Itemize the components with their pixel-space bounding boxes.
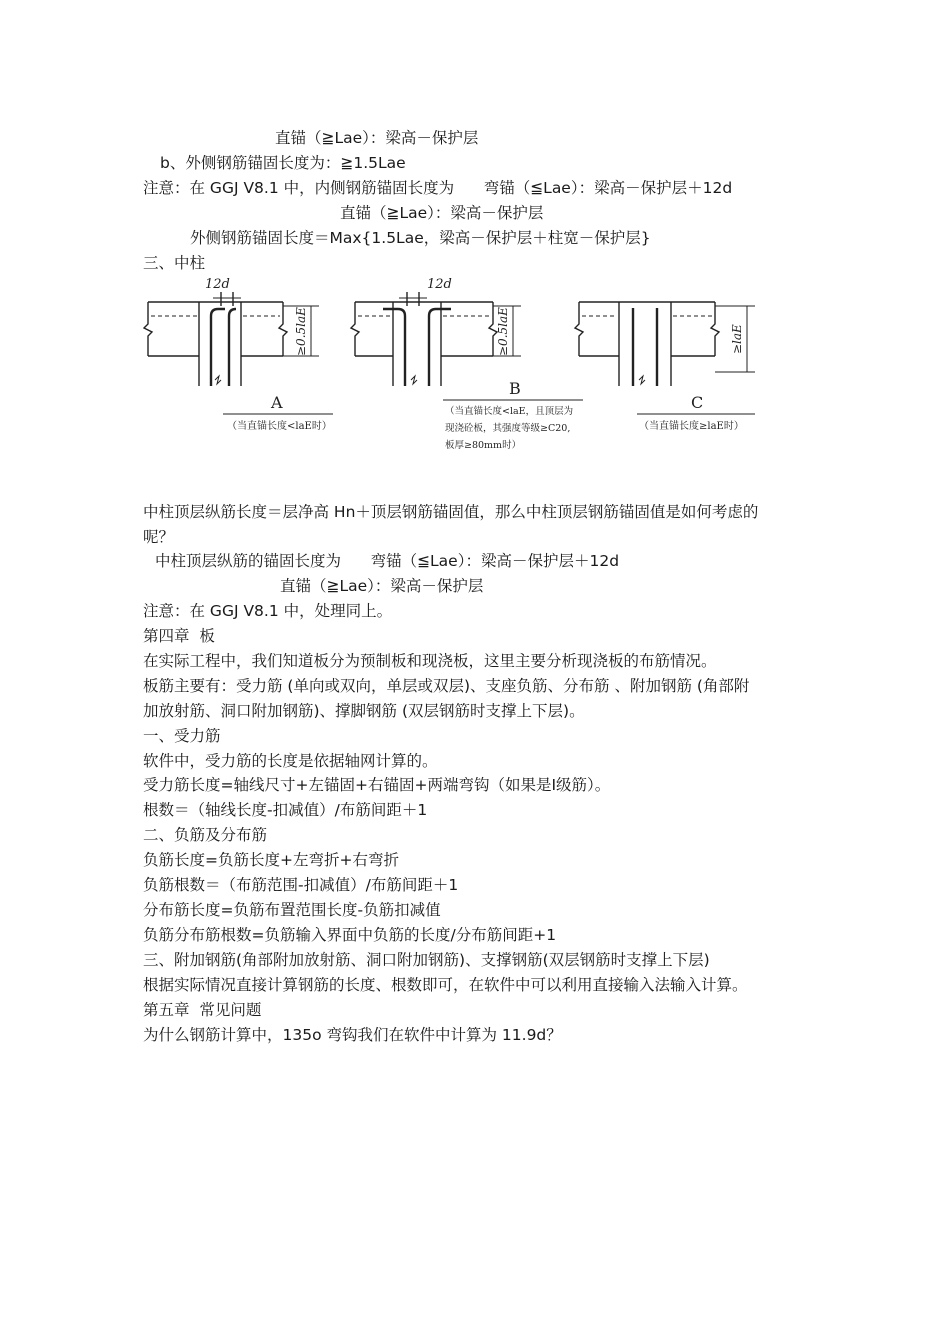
caption-b-line3: 板厚≥80mm时） — [445, 440, 522, 451]
text-line: 根数＝（轴线长度-扣减值）/布筋间距＋1 — [143, 801, 428, 819]
text-line: 中柱顶层纵筋长度＝层净高 Hn＋顶层钢筋锚固值，那么中柱顶层钢筋锚固值是如何考虑的 — [143, 503, 759, 521]
text-line: 根据实际情况直接计算钢筋的长度、根数即可，在软件中可以利用直接输入法输入计算。 — [143, 976, 748, 994]
caption-b-line2: 现浇砼板，其强度等级≥C20, — [445, 423, 571, 434]
text-line: 软件中，受力筋的长度是依据轴网计算的。 — [143, 752, 438, 770]
label-a: A — [271, 393, 283, 412]
dim-lae-label: ≥laE — [730, 324, 744, 354]
label-c: C — [691, 393, 704, 412]
dim-05lae-label: ≥0.5laE — [294, 307, 308, 356]
text-line: 负筋根数＝（布筋范围-扣减值）/布筋间距＋1 — [143, 876, 459, 894]
section-heading: 三、附加钢筋(角部附加放射筋、洞口附加钢筋)、支撑钢筋(双层钢筋时支撑上下层) — [143, 951, 710, 969]
dim-12d-label: 12d — [427, 277, 452, 292]
caption-b-line1: （当直锚长度<laE，且顶层为 — [445, 406, 574, 417]
caption-a: （当直锚长度<laE时） — [227, 421, 332, 432]
text-line: 外侧钢筋锚固长度＝Max{1.5Lae，梁高－保护层＋柱宽－保护层} — [190, 229, 651, 247]
text-line: 分布筋长度=负筋布置范围长度-负筋扣减值 — [143, 901, 441, 919]
detail-c — [575, 302, 755, 432]
text-line: 注意：在 GGJ V8.1 中，内侧钢筋锚固长度为 弯锚（≦Lae）：梁高－保护层＋12d — [143, 179, 733, 197]
text-line: 呢？ — [143, 528, 175, 546]
text-line: 直锚（≧Lae）：梁高－保护层 — [275, 129, 479, 147]
dim-12d-label: 12d — [205, 277, 230, 292]
detail-b — [351, 277, 583, 451]
section-heading: 二、负筋及分布筋 — [143, 826, 268, 844]
text-line: 加放射筋、洞口附加钢筋)、撑脚钢筋 (双层钢筋时支撑上下层)。 — [143, 702, 585, 720]
section-heading: 三、中柱 — [143, 254, 206, 272]
text-line: 在实际工程中，我们知道板分为预制板和现浇板，这里主要分析现浇板的布筋情况。 — [143, 652, 717, 670]
chapter-heading: 第四章 板 — [143, 627, 215, 645]
column-anchorage-figure — [143, 276, 783, 468]
chapter-heading: 第五章 常见问题 — [143, 1001, 262, 1019]
dim-05lae-label: ≥0.5laE — [496, 307, 510, 356]
text-line: 直锚（≧Lae）：梁高－保护层 — [280, 577, 484, 595]
text-line: 受力筋长度=轴线尺寸+左锚固+右锚固+两端弯钩（如果是Ⅰ级筋）。 — [143, 776, 611, 794]
text-line: 注意：在 GGJ V8.1 中，处理同上。 — [143, 602, 393, 620]
text-line: 中柱顶层纵筋的锚固长度为 弯锚（≦Lae）：梁高－保护层＋12d — [155, 552, 620, 570]
text-line: 板筋主要有：受力筋 (单向或双向，单层或双层)、支座负筋、分布筋 、附加钢筋 (角部附 — [143, 677, 750, 695]
text-line: 负筋分布筋根数=负筋输入界面中负筋的长度/分布筋间距+1 — [143, 926, 557, 944]
detail-a — [144, 277, 333, 432]
caption-c: （当直锚长度≥laE时） — [639, 421, 744, 432]
text-line: 为什么钢筋计算中，135o 弯钩我们在软件中计算为 11.9d？ — [143, 1026, 562, 1044]
label-b: B — [509, 379, 521, 398]
text-line: 负筋长度=负筋长度+左弯折+右弯折 — [143, 851, 399, 869]
section-heading: 一、受力筋 — [143, 727, 221, 745]
text-line: b、外侧钢筋锚固长度为：≧1.5Lae — [160, 154, 406, 172]
text-line: 直锚（≧Lae）：梁高－保护层 — [340, 204, 544, 222]
